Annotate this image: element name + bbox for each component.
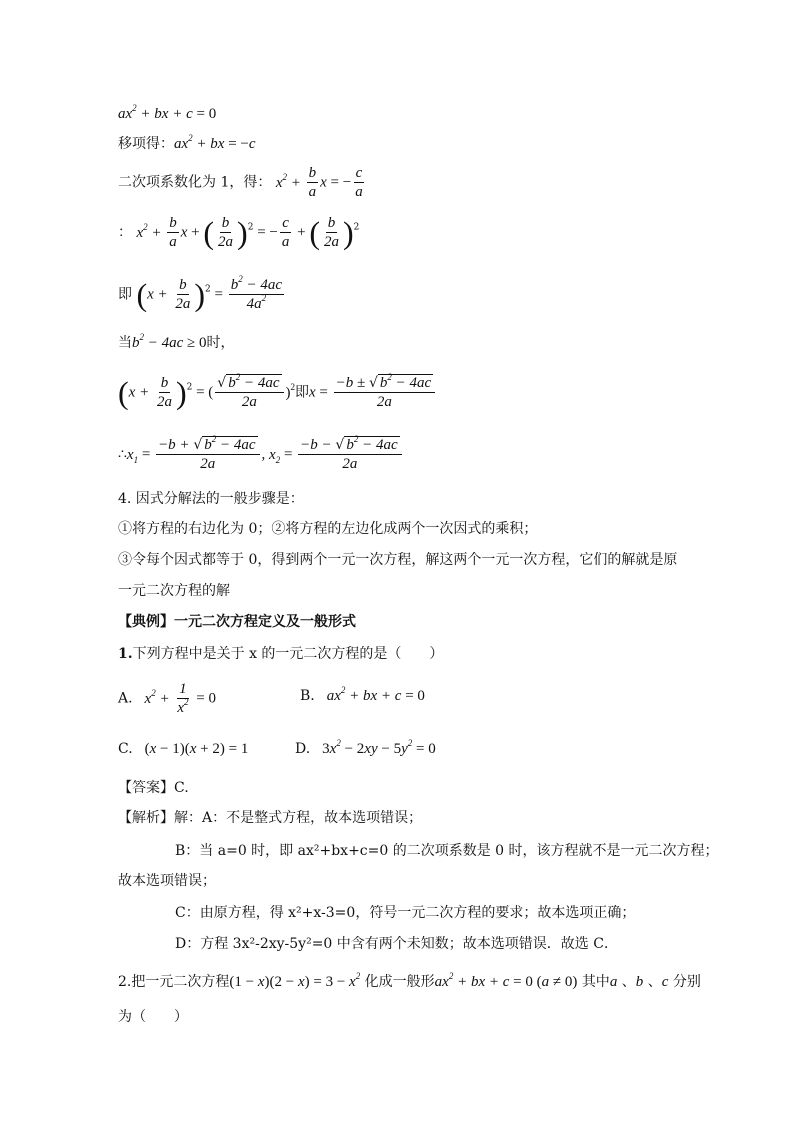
- analysis-c: C：由原方程，得 x²+x-3=0，符号一元二次方程的要求；故本选项正确；: [175, 905, 636, 921]
- equation-complete-square: ： $x^2$ + $\frac{b}{a}$ x + ( $\frac{b}{2a}$ )$^2$ = − $\frac{c}{a}$ + ( $\frac{b}{2a}$ )$^2$: [118, 214, 360, 251]
- option-b: B. $ax^2$ + bx + c = 0: [300, 685, 425, 704]
- option-a: A. $x^2$ + $\frac{1}{x^2}$ = 0: [118, 681, 216, 716]
- factoring-steps-3a: ③令每个因式都等于 0，得到两个一元一次方程，解这两个一元一次方程，它们的解就是原: [118, 552, 678, 568]
- answer-line: 【答案】C.: [118, 780, 189, 796]
- question-2-tail: 为（ ）: [118, 1009, 188, 1025]
- analysis-b1: B：当 a=0 时，即 ax²+bx+c=0 的二次项系数是 0 时，该方程就不是一元二次方程；: [175, 843, 719, 859]
- option-d: D. $3x^2 - 2xy - 5y^2 = 0$: [295, 738, 436, 757]
- equation-square-form: 即 (x + $\frac{b}{2a}$ )$^2$ = $\frac{b^2 - 4ac}{4a^2}$: [118, 274, 283, 313]
- analysis-d: D：方程 3x²-2xy-5y²=0 中含有两个未知数；故本选项错误．故选 C．: [175, 936, 618, 952]
- quadratic-formula-roots: $\therefore x_1$ = $\frac{-b + √ b^2 - 4ac}{2a}$ , $x_2$ = $\frac{-b - √ b^2 - 4ac}{2a}$: [118, 436, 404, 473]
- factoring-steps-3b: 一元二次方程的解: [118, 583, 230, 599]
- question-2: 2.把一元二次方程$(1 - x)(2 - x) = 3 - x^2$ 化成一般形$ax^2$ + bx + c = 0 (a ≠ 0) 其中a 、b 、c 分别: [118, 971, 701, 990]
- condition-discriminant: 当$b^2 - 4ac \ge 0$时，: [118, 332, 235, 351]
- analysis-b2: 故本选项错误；: [118, 873, 216, 889]
- example-heading: 【典例】一元二次方程定义及一般形式: [118, 614, 356, 630]
- equation-move-terms: 移项得：$ax^2$ + bx = −c: [118, 133, 256, 152]
- equation-normalize: 二次项系数化为 1，得： $x^2$ + $\frac{b}{a}$ x = − $\frac{c}{a}$: [118, 165, 363, 200]
- equation-general-form: $ax^2$ + bx + c = 0: [118, 103, 217, 122]
- equation-root-derivation: (x + $\frac{b}{2a}$ )$^2$ = ( $\frac{√ b^2 - 4ac}{2a}$ )$^2$即x = $\frac{-b \pm √ b^2 - 4ac}{2a}$: [118, 374, 437, 411]
- analysis-lead: 【解析】解：A：不是整式方程，故本选项错误；: [118, 810, 423, 826]
- factoring-steps-1: ①将方程的右边化为 0；②将方程的左边化成两个一次因式的乘积；: [118, 521, 538, 537]
- option-c: C. (x − 1)(x + 2) = 1: [118, 741, 249, 757]
- section-factoring-title: 4. 因式分解法的一般步骤是：: [118, 491, 304, 507]
- question-1: 1.下列方程中是关于 x 的一元二次方程的是（ ）: [118, 646, 444, 662]
